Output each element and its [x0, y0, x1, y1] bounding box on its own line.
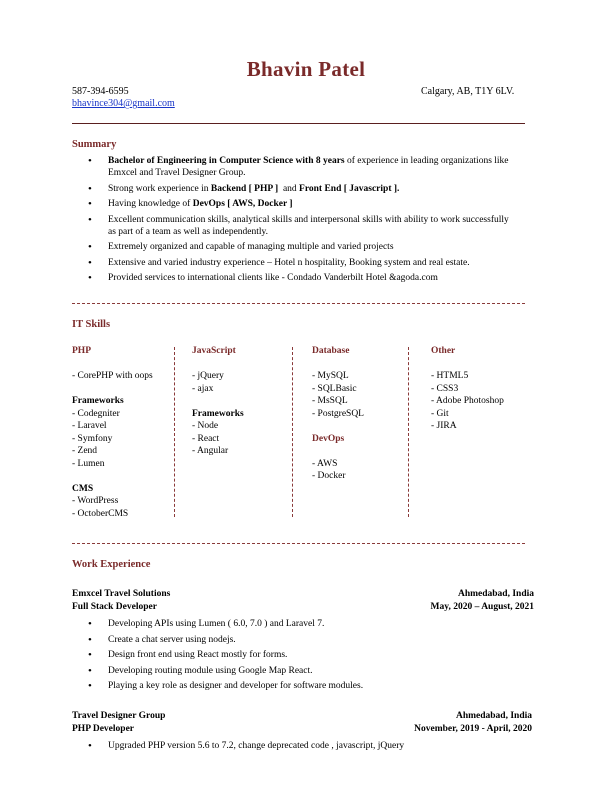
- list-item: • Excellent communication skills, analytical skills and interpersonal skills with ability to work successfully as part of a team as well as independently.: [72, 214, 512, 238]
- list-item: • Provided services to international clients like - Condado Vanderbilt Hotel &agoda.com: [72, 272, 512, 284]
- header-divider: [72, 123, 525, 124]
- list-item: - Git: [431, 408, 449, 419]
- list-item: • Bachelor of Engineering in Computer Science with 8 years of experience in leading organizations like Emxcel and Travel Designer Group.: [72, 155, 512, 179]
- list-item: - Laravel: [72, 421, 107, 431]
- skills-php-column: [72, 345, 153, 520]
- list-item: - Angular: [192, 446, 229, 456]
- list-item: • Developing APIs using Lumen ( 6.0, 7.0 ) and Laravel 7.: [72, 618, 512, 630]
- database-heading: Database: [312, 346, 350, 356]
- list-item: - PostgreSQL: [312, 408, 364, 419]
- list-item: - MySQL: [312, 371, 349, 381]
- job-bullets: [72, 618, 512, 696]
- job-location: Ahmedabad, India: [455, 711, 532, 721]
- devops-heading: DevOps: [312, 433, 345, 444]
- list-item: - jQuery: [192, 371, 224, 381]
- job-role-row: [72, 724, 532, 734]
- skills-heading: IT Skills: [72, 319, 111, 330]
- job-role-row: [72, 602, 534, 612]
- other-heading: Other: [431, 346, 456, 356]
- email-link[interactable]: bhavince304@gmail.com: [72, 98, 175, 109]
- list-item: - AWS: [312, 458, 338, 469]
- list-item: • Extremely organized and capable of managing multiple and varied projects: [72, 241, 512, 253]
- list-item: - CorePHP with oops: [72, 371, 153, 381]
- column-divider: [292, 347, 293, 517]
- list-item: • Having knowledge of DevOps [ AWS, Docker ]: [72, 198, 512, 210]
- summary-list: [72, 155, 512, 288]
- list-item: - ajax: [192, 383, 214, 394]
- cms-heading: CMS: [72, 483, 94, 494]
- list-item: - Adobe Photoshop: [431, 396, 504, 406]
- job-role: PHP Developer: [72, 724, 134, 734]
- list-item: • Create a chat server using nodejs.: [72, 634, 512, 646]
- list-item: - OctoberCMS: [72, 508, 129, 519]
- candidate-name: Bhavin Patel: [246, 57, 366, 81]
- job-header: [72, 711, 532, 721]
- list-item: • Upgraded PHP version 5.6 to 7.2, change deprecated code , javascript, jQuery: [72, 740, 512, 752]
- list-item: - HTML5: [431, 371, 469, 381]
- company: Travel Designer Group: [72, 711, 166, 721]
- location: Calgary, AB, T1Y 6LV.: [421, 86, 515, 97]
- list-item: - JIRA: [431, 421, 457, 431]
- job-location: Ahmedabad, India: [457, 589, 534, 599]
- list-item: - Symfony: [72, 433, 113, 444]
- job-dates: November, 2019 - April, 2020: [414, 724, 532, 734]
- list-item: - Node: [192, 421, 219, 431]
- company: Emxcel Travel Solutions: [72, 589, 171, 599]
- job-bullets: [72, 740, 512, 756]
- list-item: • Strong work experience in Backend [ PHP ] and Front End [ Javascript ].: [72, 183, 512, 195]
- list-item: - Zend: [72, 446, 98, 456]
- list-item: - Docker: [312, 471, 346, 481]
- section-divider: [72, 303, 525, 304]
- skills-other-column: [431, 345, 504, 433]
- experience-heading: Work Experience: [72, 559, 151, 570]
- skills-js-column: [192, 345, 244, 458]
- list-item: - Lumen: [72, 458, 105, 469]
- summary-heading: Summary: [72, 139, 117, 150]
- column-divider: [174, 347, 175, 517]
- list-item: - CSS3: [431, 383, 459, 394]
- list-item: • Developing routing module using Google Map React.: [72, 665, 512, 677]
- section-divider: [72, 543, 525, 544]
- php-frameworks-heading: Frameworks: [72, 396, 124, 406]
- job-role: Full Stack Developer: [72, 602, 157, 612]
- list-item: - MsSQL: [312, 396, 348, 406]
- js-frameworks-heading: Frameworks: [192, 408, 244, 419]
- list-item: • Design front end using React mostly for forms.: [72, 649, 512, 661]
- php-heading: PHP: [72, 346, 91, 356]
- job-dates: May, 2020 – August, 2021: [430, 602, 534, 612]
- job-header: [72, 589, 534, 599]
- skills-db-column: [312, 345, 364, 483]
- list-item: • Playing a key role as designer and developer for software modules.: [72, 680, 512, 692]
- list-item: - WordPress: [72, 496, 119, 506]
- list-item: - Codegniter: [72, 408, 120, 419]
- phone: 587-394-6595: [72, 86, 129, 97]
- javascript-heading: JavaScript: [192, 346, 236, 356]
- column-divider: [408, 347, 409, 517]
- list-item: - SQLBasic: [312, 383, 357, 394]
- list-item: - React: [192, 433, 220, 444]
- list-item: • Extensive and varied industry experience – Hotel n hospitality, Booking system and real estate.: [72, 257, 512, 269]
